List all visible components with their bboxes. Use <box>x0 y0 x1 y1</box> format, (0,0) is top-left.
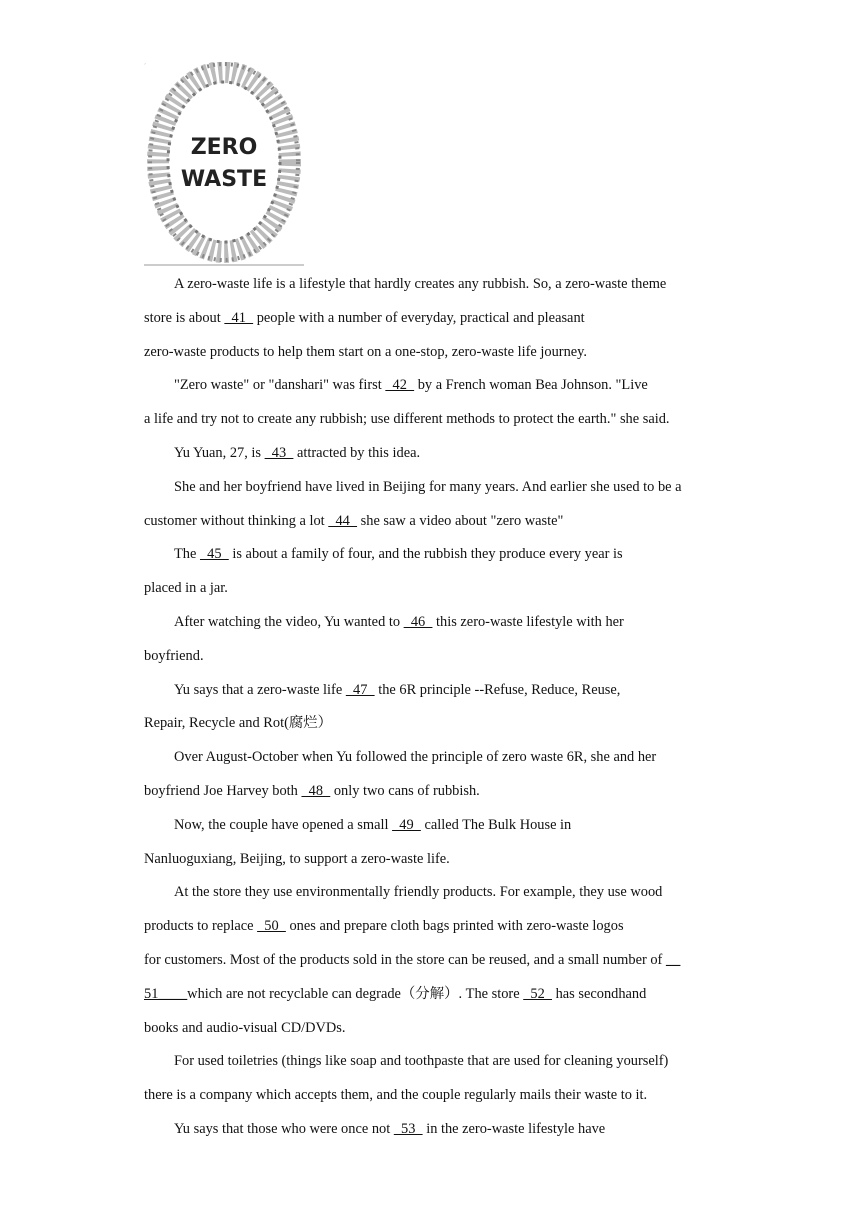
text-run: books and audio-visual CD/DVDs. <box>144 1019 346 1036</box>
text-line <box>144 1045 720 1079</box>
text-line <box>144 572 720 606</box>
text-run: there is a company which accepts them, and the couple regularly mails their waste to it. <box>144 1087 648 1104</box>
text-run: this zero-waste lifestyle with her <box>432 613 624 630</box>
text-line <box>144 843 720 877</box>
text-line <box>144 1113 720 1147</box>
text-run: zero-waste products to help them start on a one-stop, zero-waste life journey. <box>144 343 588 360</box>
text-line <box>144 978 720 1012</box>
text-run: products to replace <box>144 918 258 935</box>
logo-text-waste: WASTE <box>180 167 268 192</box>
text-line <box>144 741 720 775</box>
text-line <box>144 471 720 505</box>
answer-blank: 48 <box>301 782 331 799</box>
text-run: the 6R principle --Refuse, Reduce, Reuse, <box>374 681 621 698</box>
text-line <box>144 944 720 978</box>
text-run: Nanluoguxiang, Beijing, to support a zero-waste life. <box>144 850 450 867</box>
text-line <box>144 437 720 471</box>
text-run: At the store they use environmentally friendly products. For example, they use wood <box>174 884 663 901</box>
text-run: she saw a video about "zero waste" <box>357 512 564 529</box>
logo-mark: ´ <box>144 64 146 70</box>
answer-blank: 51____ <box>144 985 188 1002</box>
text-line <box>144 707 720 741</box>
text-run: Over August-October when Yu followed the principle of zero waste 6R, she and her <box>174 749 657 766</box>
text-line <box>144 336 720 370</box>
text-run: She and her boyfriend have lived in Beijing for many years. And earlier she used to be a <box>174 478 682 495</box>
zero-waste-icon-ring <box>144 62 308 270</box>
text-line <box>144 775 720 809</box>
text-run: placed in a jar. <box>144 580 228 597</box>
answer-blank: __ <box>665 951 681 968</box>
text-run: A zero-waste life is a lifestyle that hardly creates any rubbish. So, a zero-waste theme <box>174 276 667 292</box>
text-run: called The Bulk House in <box>420 816 572 833</box>
text-run: people with a number of everyday, practical and pleasant <box>253 309 585 326</box>
text-run: Yu says that a zero-waste life <box>174 681 346 698</box>
zero-waste-logo <box>144 62 308 270</box>
text-run: store is about <box>144 309 225 326</box>
text-line <box>144 1012 720 1046</box>
answer-blank: 43 <box>264 444 294 461</box>
text-run: a life and try not to create any rubbish; use different methods to protect the earth." she said. <box>144 411 670 428</box>
text-run: After watching the video, Yu wanted to <box>174 613 404 630</box>
text-line <box>144 674 720 708</box>
text-run: Repair, Recycle and Rot(腐烂） <box>144 715 333 732</box>
logo-text-zero: ZERO <box>190 135 258 160</box>
answer-blank: 44 <box>328 512 358 529</box>
text-line <box>144 910 720 944</box>
answer-blank: 49 <box>392 816 421 833</box>
text-line <box>144 640 720 674</box>
text-run: boyfriend. <box>144 647 204 664</box>
answer-blank: 52 <box>523 985 552 1002</box>
text-line <box>144 505 720 539</box>
text-run: The <box>174 546 200 563</box>
answer-blank: 45 <box>199 546 229 563</box>
answer-blank: 47 <box>345 681 375 698</box>
answer-blank: 42 <box>385 377 415 394</box>
text-run: in the zero-waste lifestyle have <box>422 1120 606 1137</box>
text-line <box>144 403 720 437</box>
text-run: customer without thinking a lot <box>144 512 329 529</box>
answer-blank: 53 <box>393 1120 423 1137</box>
text-line <box>144 538 720 572</box>
answer-blank: 46 <box>403 613 433 630</box>
text-line <box>144 606 720 640</box>
text-line <box>144 268 720 302</box>
text-line <box>144 369 720 403</box>
text-run: Yu says that those who were once not <box>174 1120 394 1137</box>
text-run: has secondhand <box>552 985 647 1002</box>
text-run: Now, the couple have opened a small <box>174 816 393 833</box>
article-body <box>144 268 720 1147</box>
text-run: which are not recyclable can degrade（分解）. The store <box>187 985 524 1002</box>
text-run: by a French woman Bea Johnson. "Live <box>414 377 648 394</box>
logo-center <box>172 86 276 238</box>
text-run: is about a family of four, and the rubbish they produce every year is <box>228 546 623 563</box>
text-run: For used toiletries (things like soap and toothpaste that are used for cleaning yourself) <box>174 1053 669 1070</box>
text-line <box>144 876 720 910</box>
answer-blank: 41 <box>224 309 254 326</box>
text-line <box>144 809 720 843</box>
text-run: boyfriend Joe Harvey both <box>144 782 302 799</box>
text-run: for customers. Most of the products sold in the store can be reused, and a small number of <box>144 951 666 968</box>
text-run: Yu Yuan, 27, is <box>174 444 265 461</box>
text-run: only two cans of rubbish. <box>330 782 480 799</box>
text-line <box>144 1079 720 1113</box>
text-run: "Zero waste" or "danshari" was first <box>174 377 386 394</box>
answer-blank: 50 <box>257 918 286 935</box>
text-run: ones and prepare cloth bags printed with zero-waste logos <box>285 918 624 935</box>
text-line <box>144 302 720 336</box>
text-run: attracted by this idea. <box>293 444 421 461</box>
